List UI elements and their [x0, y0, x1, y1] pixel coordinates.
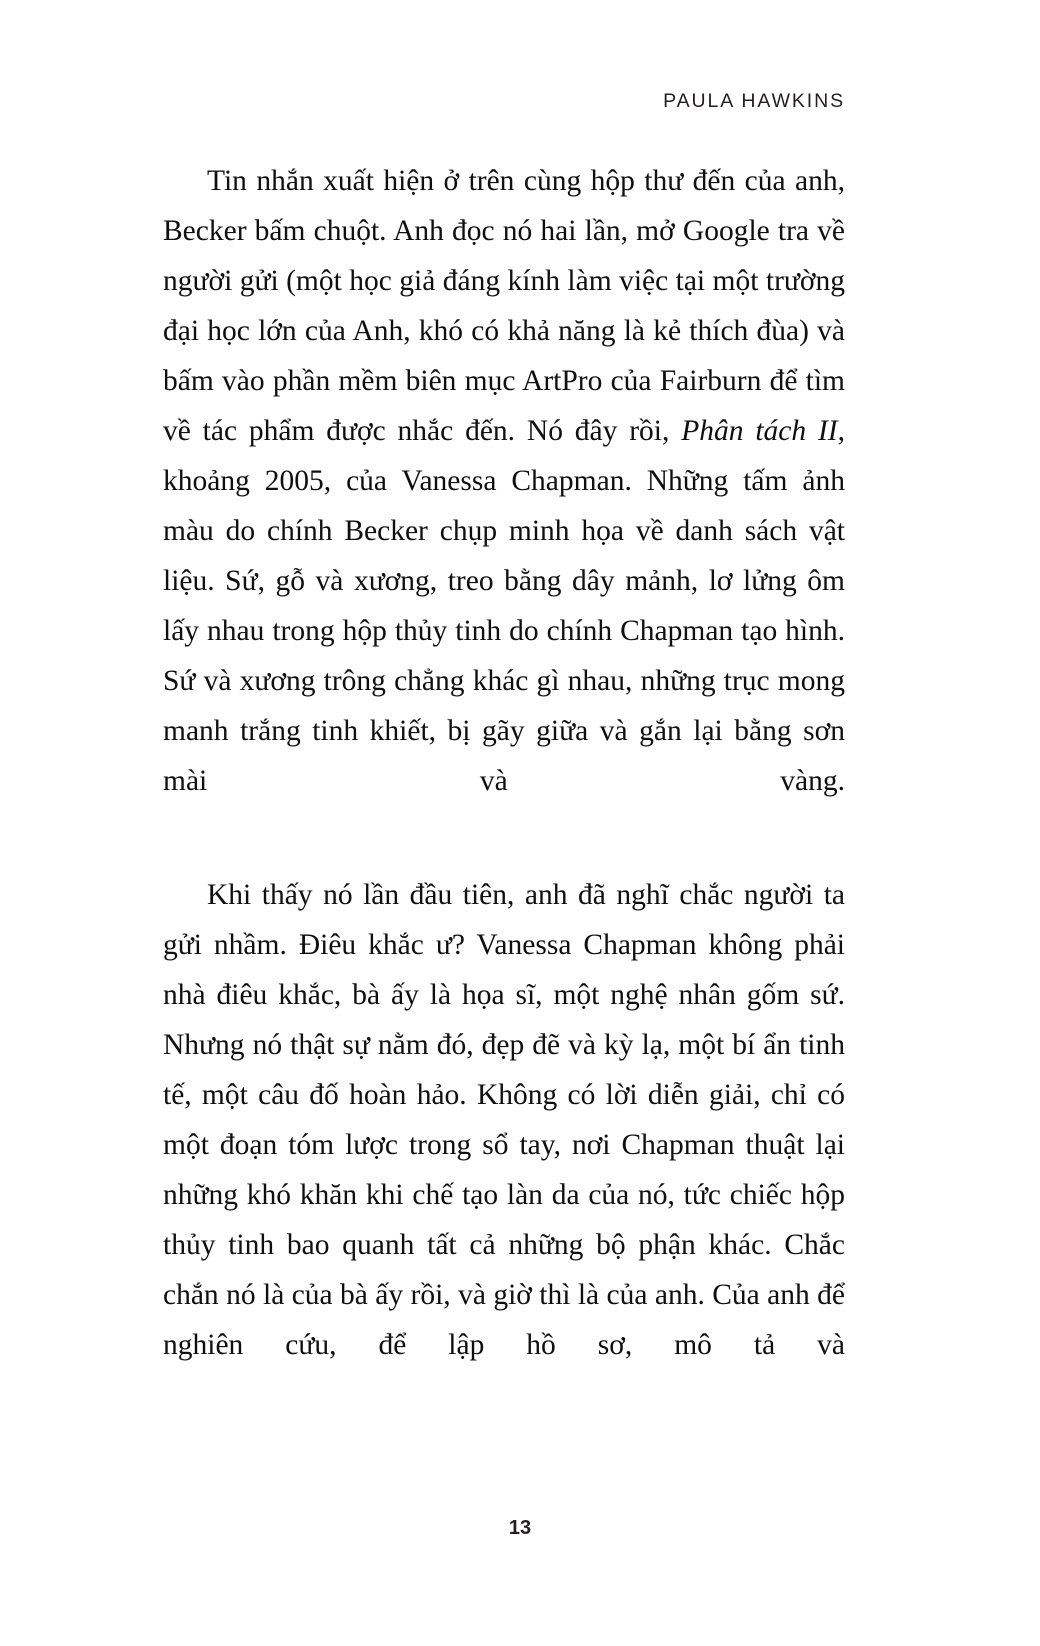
running-head: PAULA HAWKINS: [663, 90, 845, 112]
paragraph-1: [163, 156, 845, 856]
paragraph-1-lead: Tin nhắn xuất hiện ở trên cùng hộp thư đến của anh, Becker bấm chuột. Anh đọc nó hai lần, mở Google tra về người gửi (một học giả đáng kính làm việc tại một trường đại học lớn của Anh, khó có khả năng là kẻ thích đùa) và bấm vào phần mềm biên mục ArtPro của Fairburn để tìm về tác phẩm được nhắc đến. Nó đây rồi,: [163, 165, 845, 447]
paragraph-2: [163, 870, 845, 1420]
page-number: 13: [508, 1517, 532, 1539]
paragraph-1-trail: , khoảng 2005, của Vanessa Chapman. Những tấm ảnh màu do chính Becker chụp minh họa về danh sách vật liệu. Sứ, gỗ và xương, treo bằng dây mảnh, lơ lửng ôm lấy nhau trong hộp thủy tinh do chính Chapman tạo hình. Sứ và xương trông chẳng khác gì nhau, những trục mong manh trắng tinh khiết, bị gãy giữa và gắn lại bằng sơn mài và vàng.: [163, 415, 845, 797]
paragraph-2-lead: Khi thấy nó lần đầu tiên, anh đã nghĩ chắc người ta gửi nhầm. Điêu khắc ư? Vanessa Chapman không phải nhà điêu khắc, bà ấy là họa sĩ, một nghệ nhân gốm sứ. Nhưng nó thật sự nằm đó, đẹp đẽ và kỳ lạ, một bí ẩn tinh tế, một câu đố hoàn hảo. Không có lời diễn giải, chỉ có một đoạn tóm lược trong sổ tay, nơi Chapman thuật lại những khó khăn khi chế tạo làn da của nó, tức chiếc hộp thủy tinh bao quanh tất cả những bộ phận khác. Chắc chắn nó là của bà ấy rồi, và giờ thì là của anh. Của anh để nghiên cứu, để lập hồ sơ, mô tả và: [163, 879, 845, 1361]
artwork-title-italic: Phân tách II: [681, 415, 838, 447]
body-text-block: [163, 156, 845, 1420]
